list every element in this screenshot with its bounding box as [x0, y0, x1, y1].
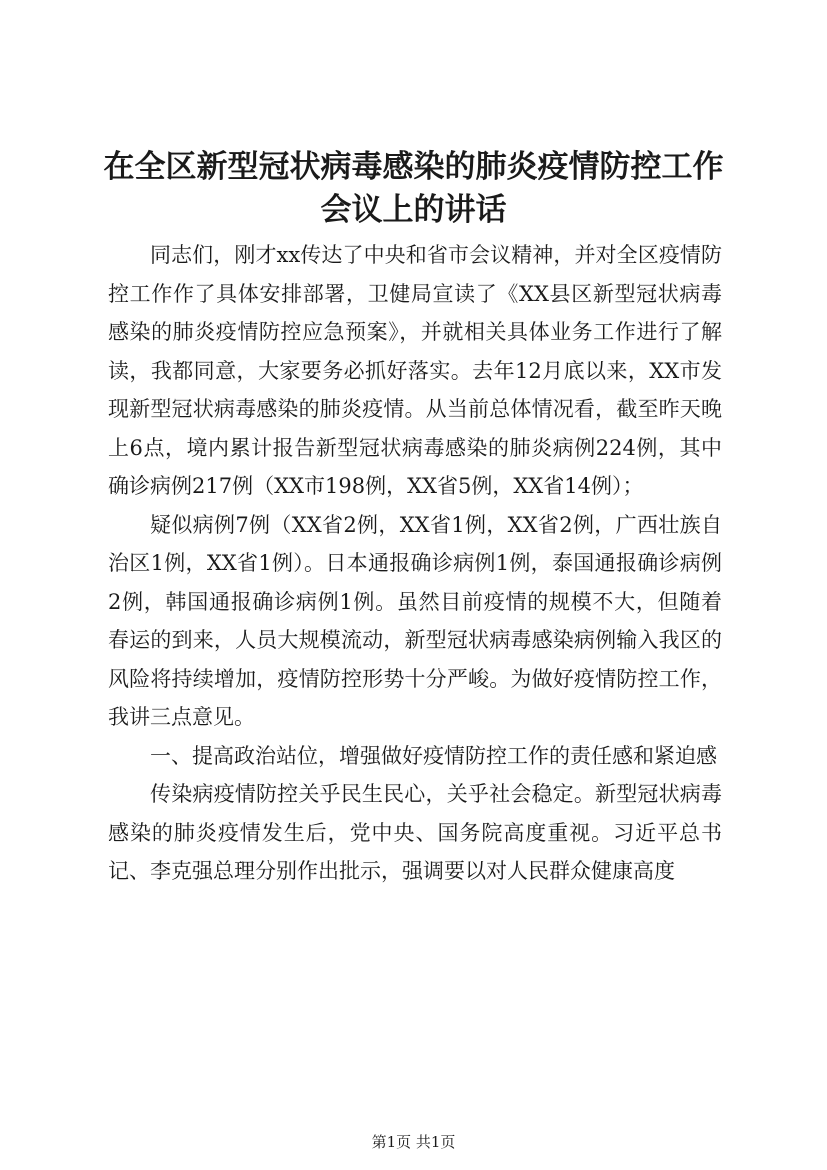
section-heading: 一、提高政治站位，增强做好疫情防控工作的责任感和紧迫感 — [150, 743, 717, 768]
page-title — [100, 146, 727, 232]
page-footer: 第1页 共1页 — [371, 1133, 456, 1151]
title-line-2: 会议上的讲话 — [320, 192, 507, 228]
paragraph: 传染病疫情防控关乎民生民心，关乎社会稳定。新型冠状病毒感染的肺炎疫情发生后，党中央、国务院高度重视。习近平总书记、李克强总理分别作出批示，强调要以对人民群众健康高度 — [108, 782, 722, 883]
paragraph: 疑似病例7例（XX省2例，XX省1例，XX省2例，广西壮族自治区1例，XX省1例）。日本通报确诊病例1例，泰国通报确诊病例2例，韩国通报确诊病例1例。虽然目前疫情的规模不大，但随着春运的到来，人员大规模流动，新型冠状病毒感染病例输入我区的风险将持续增加，疫情防控形势十分严峻。为做好疫情防控工作，我讲三点意见。 — [108, 512, 722, 729]
paragraph: 同志们，刚才xx传达了中央和省市会议精神，并对全区疫情防控工作作了具体安排部署，卫健局宣读了《XX县区新型冠状病毒感染的肺炎疫情防控应急预案》，并就相关具体业务工作进行了解读，我都同意，大家要务必抓好落实。去年12月底以来，XX市发现新型冠状病毒感染的肺炎疫情。从当前总体情况看，截至昨天晚上6点，境内累计报告新型冠状病毒感染的肺炎病例224例，其中确诊病例217例（XX市198例，XX省5例，XX省14例）； — [108, 243, 722, 498]
document-body — [108, 236, 722, 891]
title-line-1: 在全区新型冠状病毒感染的肺炎疫情防控工作 — [103, 149, 724, 185]
